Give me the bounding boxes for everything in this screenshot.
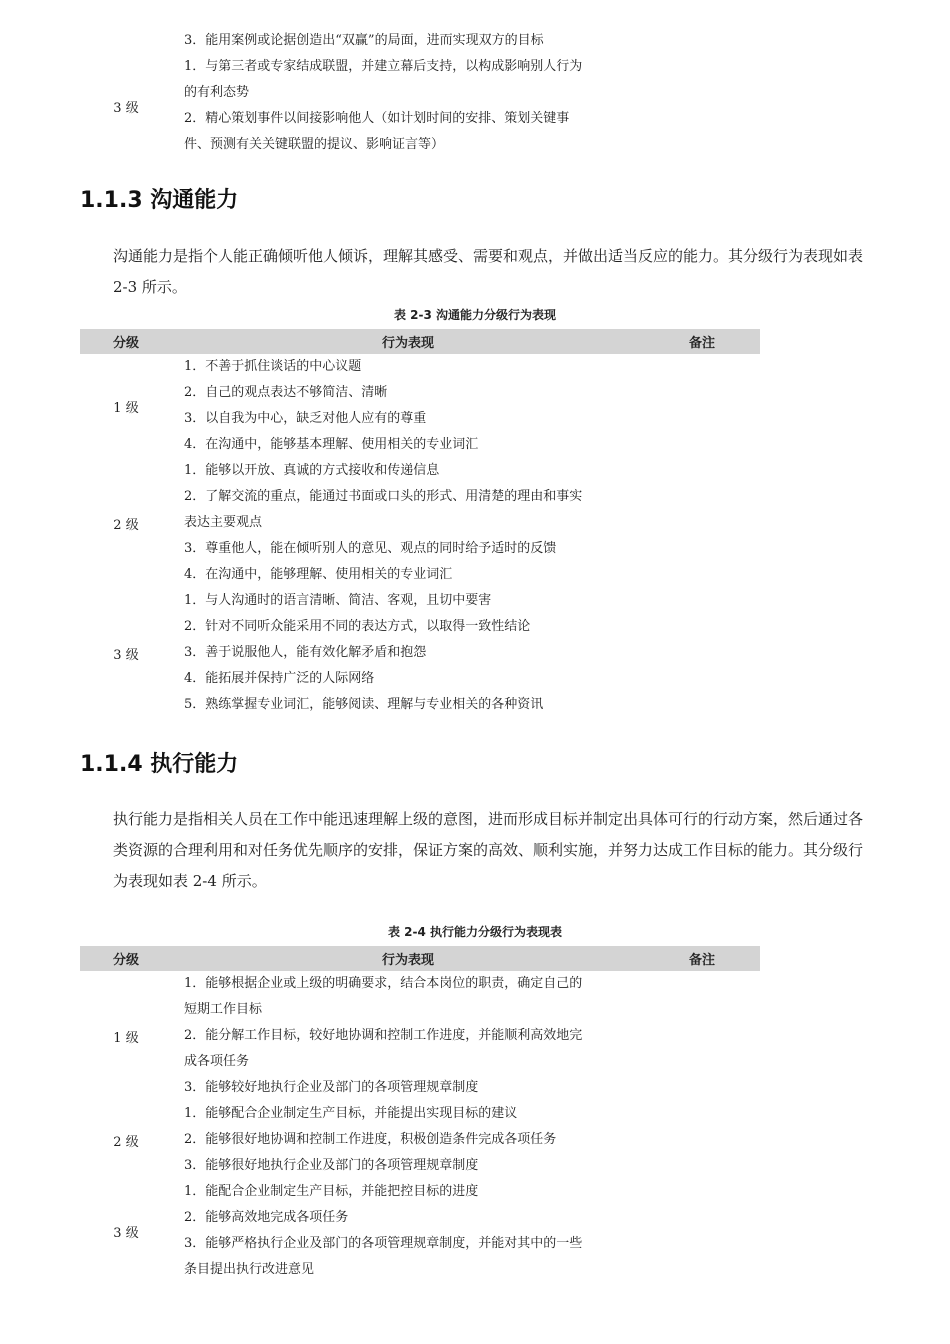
list-item: 3．善于说服他人，能有效化解矛盾和抱怨 (184, 645, 427, 660)
grade-label: 2 级 (113, 1134, 139, 1150)
table-row (80, 354, 760, 458)
list-item: 4．在沟通中，能够基本理解、使用相关的专业词汇 (184, 437, 479, 452)
list-item: 1．能够配合企业制定生产目标，并能提出实现目标的建议 (184, 1106, 518, 1121)
list-item: 1．与人沟通时的语言清晰、简洁、客观，且切中要害 (184, 593, 492, 608)
previous-table-continuation (80, 28, 760, 158)
table-row (80, 28, 760, 54)
list-item: 短期工作目标 (184, 1002, 263, 1017)
header-behavior: 行为表现 (381, 336, 434, 351)
table-header (80, 946, 760, 971)
list-item: 1．能够根据企业或上级的明确要求，结合本岗位的职责，确定自己的 (184, 976, 583, 991)
list-item: 2．能分解工作目标，较好地协调和控制工作进度，并能顺利高效地完 (184, 1028, 583, 1043)
list-item: 表达主要观点 (184, 515, 263, 530)
list-item: 2．自己的观点表达不够简洁、清晰 (184, 385, 388, 400)
list-item: 3．能够很好地执行企业及部门的各项管理规章制度 (184, 1158, 479, 1173)
list-item: 3．能够较好地执行企业及部门的各项管理规章制度 (184, 1080, 479, 1095)
grade-label: 1 级 (113, 1030, 139, 1046)
table-row (80, 588, 760, 718)
table-row (80, 1179, 760, 1283)
table-header (80, 329, 760, 354)
list-item: 4．能拓展并保持广泛的人际网络 (184, 671, 375, 686)
table-2-4 (80, 946, 760, 1283)
section-paragraph-114: 执行能力是指相关人员在工作中能迅速理解上级的意图，进而形成目标并制定出具体可行的行动方案，然后通过各类资源的合理利用和对任务优先顺序的安排，保证方案的高效、顺利实施，并努力达成工作目标的能力。其分级行为表现如表 2-4 所示。 (113, 810, 864, 890)
list-item: 4．在沟通中，能够理解、使用相关的专业词汇 (184, 567, 453, 582)
list-item: 件、预测有关关键联盟的提议、影响证言等） (184, 137, 445, 152)
list-item: 1．能配合企业制定生产目标，并能把控目标的进度 (184, 1184, 479, 1199)
grade-label: 2 级 (113, 517, 139, 533)
list-item: 1．不善于抓住谈话的中心议题 (184, 359, 362, 374)
header-note: 备注 (688, 953, 715, 968)
table-row (80, 54, 760, 158)
header-note: 备注 (688, 336, 715, 351)
list-item: 2．能够高效地完成各项任务 (184, 1210, 349, 1225)
header-behavior: 行为表现 (381, 953, 434, 968)
list-item: 2．精心策划事件以间接影响他人（如计划时间的安排、策划关键事 (184, 111, 570, 126)
list-item: 3．尊重他人，能在倾听别人的意见、观点的同时给予适时的反馈 (184, 541, 557, 556)
section-paragraph-113: 沟通能力是指个人能正确倾听他人倾诉，理解其感受、需要和观点，并做出适当反应的能力。其分级行为表现如表 2-3 所示。 (113, 247, 864, 296)
table-row (80, 1101, 760, 1179)
grade-label: 3 级 (113, 647, 139, 663)
grade-label: 1 级 (113, 400, 139, 416)
table-row (80, 458, 760, 588)
header-grade: 分级 (112, 953, 139, 968)
list-item: 2．针对不同听众能采用不同的表达方式，以取得一致性结论 (184, 619, 531, 634)
grade-label: 3 级 (113, 100, 139, 116)
list-item: 1．与第三者或专家结成联盟，并建立幕后支持，以构成影响别人行为 (184, 59, 583, 74)
section-heading-114: 1.1.4 执行能力 (80, 752, 239, 777)
list-item: 3．能够严格执行企业及部门的各项管理规章制度，并能对其中的一些 (184, 1236, 583, 1251)
table-2-3 (80, 329, 760, 718)
list-item: 2．能够很好地协调和控制工作进度，积极创造条件完成各项任务 (184, 1132, 557, 1147)
grade-label: 3 级 (113, 1225, 139, 1241)
list-item: 成各项任务 (184, 1054, 250, 1069)
list-item: 1．能够以开放、真诚的方式接收和传递信息 (184, 463, 440, 478)
list-item: 3．以自我为中心，缺乏对他人应有的尊重 (184, 411, 427, 426)
table-caption-2-3: 表 2-3 沟通能力分级行为表现 (393, 308, 557, 322)
list-item: 3．能用案例或论据创造出“双赢”的局面，进而实现双方的目标 (184, 33, 544, 48)
list-item: 2．了解交流的重点，能通过书面或口头的形式、用清楚的理由和事实 (184, 489, 583, 504)
list-item: 的有利态势 (184, 85, 250, 100)
list-item: 5．熟练掌握专业词汇，能够阅读、理解与专业相关的各种资讯 (184, 697, 544, 712)
table-row (80, 971, 760, 1101)
section-heading-113: 1.1.3 沟通能力 (80, 188, 239, 213)
list-item: 条目提出执行改进意见 (184, 1262, 315, 1277)
header-grade: 分级 (112, 336, 139, 351)
table-caption-2-4: 表 2-4 执行能力分级行为表现表 (387, 925, 563, 939)
